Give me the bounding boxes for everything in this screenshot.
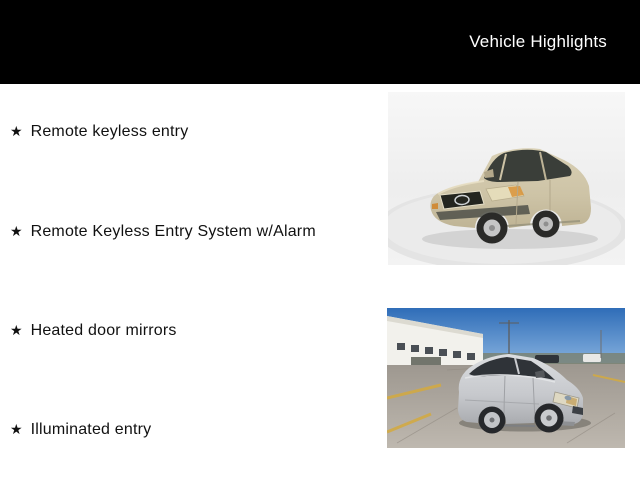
feature-item [10, 419, 151, 441]
header-bar [0, 0, 640, 84]
rear-wheel [479, 407, 506, 434]
page-title: Vehicle Highlights [469, 32, 607, 51]
star-bullet-icon: ★ [10, 123, 23, 139]
feature-item [10, 221, 316, 243]
feature-label: Remote Keyless Entry System w/Alarm [30, 223, 316, 240]
star-bullet-icon: ★ [10, 421, 23, 437]
feature-item [10, 121, 188, 143]
feature-label: Remote keyless entry [30, 123, 189, 140]
studio-photo-graphic [388, 92, 625, 265]
vehicle-photo-lot [387, 308, 625, 448]
feature-item [10, 320, 177, 342]
star-bullet-icon: ★ [10, 322, 23, 338]
rear-wheel [533, 211, 560, 238]
feature-label: Illuminated entry [30, 421, 152, 438]
front-wheel [477, 213, 508, 244]
vehicle-photo-studio [388, 92, 625, 265]
side-marker [432, 203, 438, 209]
car-shadow [422, 229, 598, 249]
feature-label: Heated door mirrors [30, 322, 177, 339]
star-bullet-icon: ★ [10, 223, 23, 239]
lot-photo-graphic [387, 308, 625, 448]
front-wheel [535, 404, 564, 433]
